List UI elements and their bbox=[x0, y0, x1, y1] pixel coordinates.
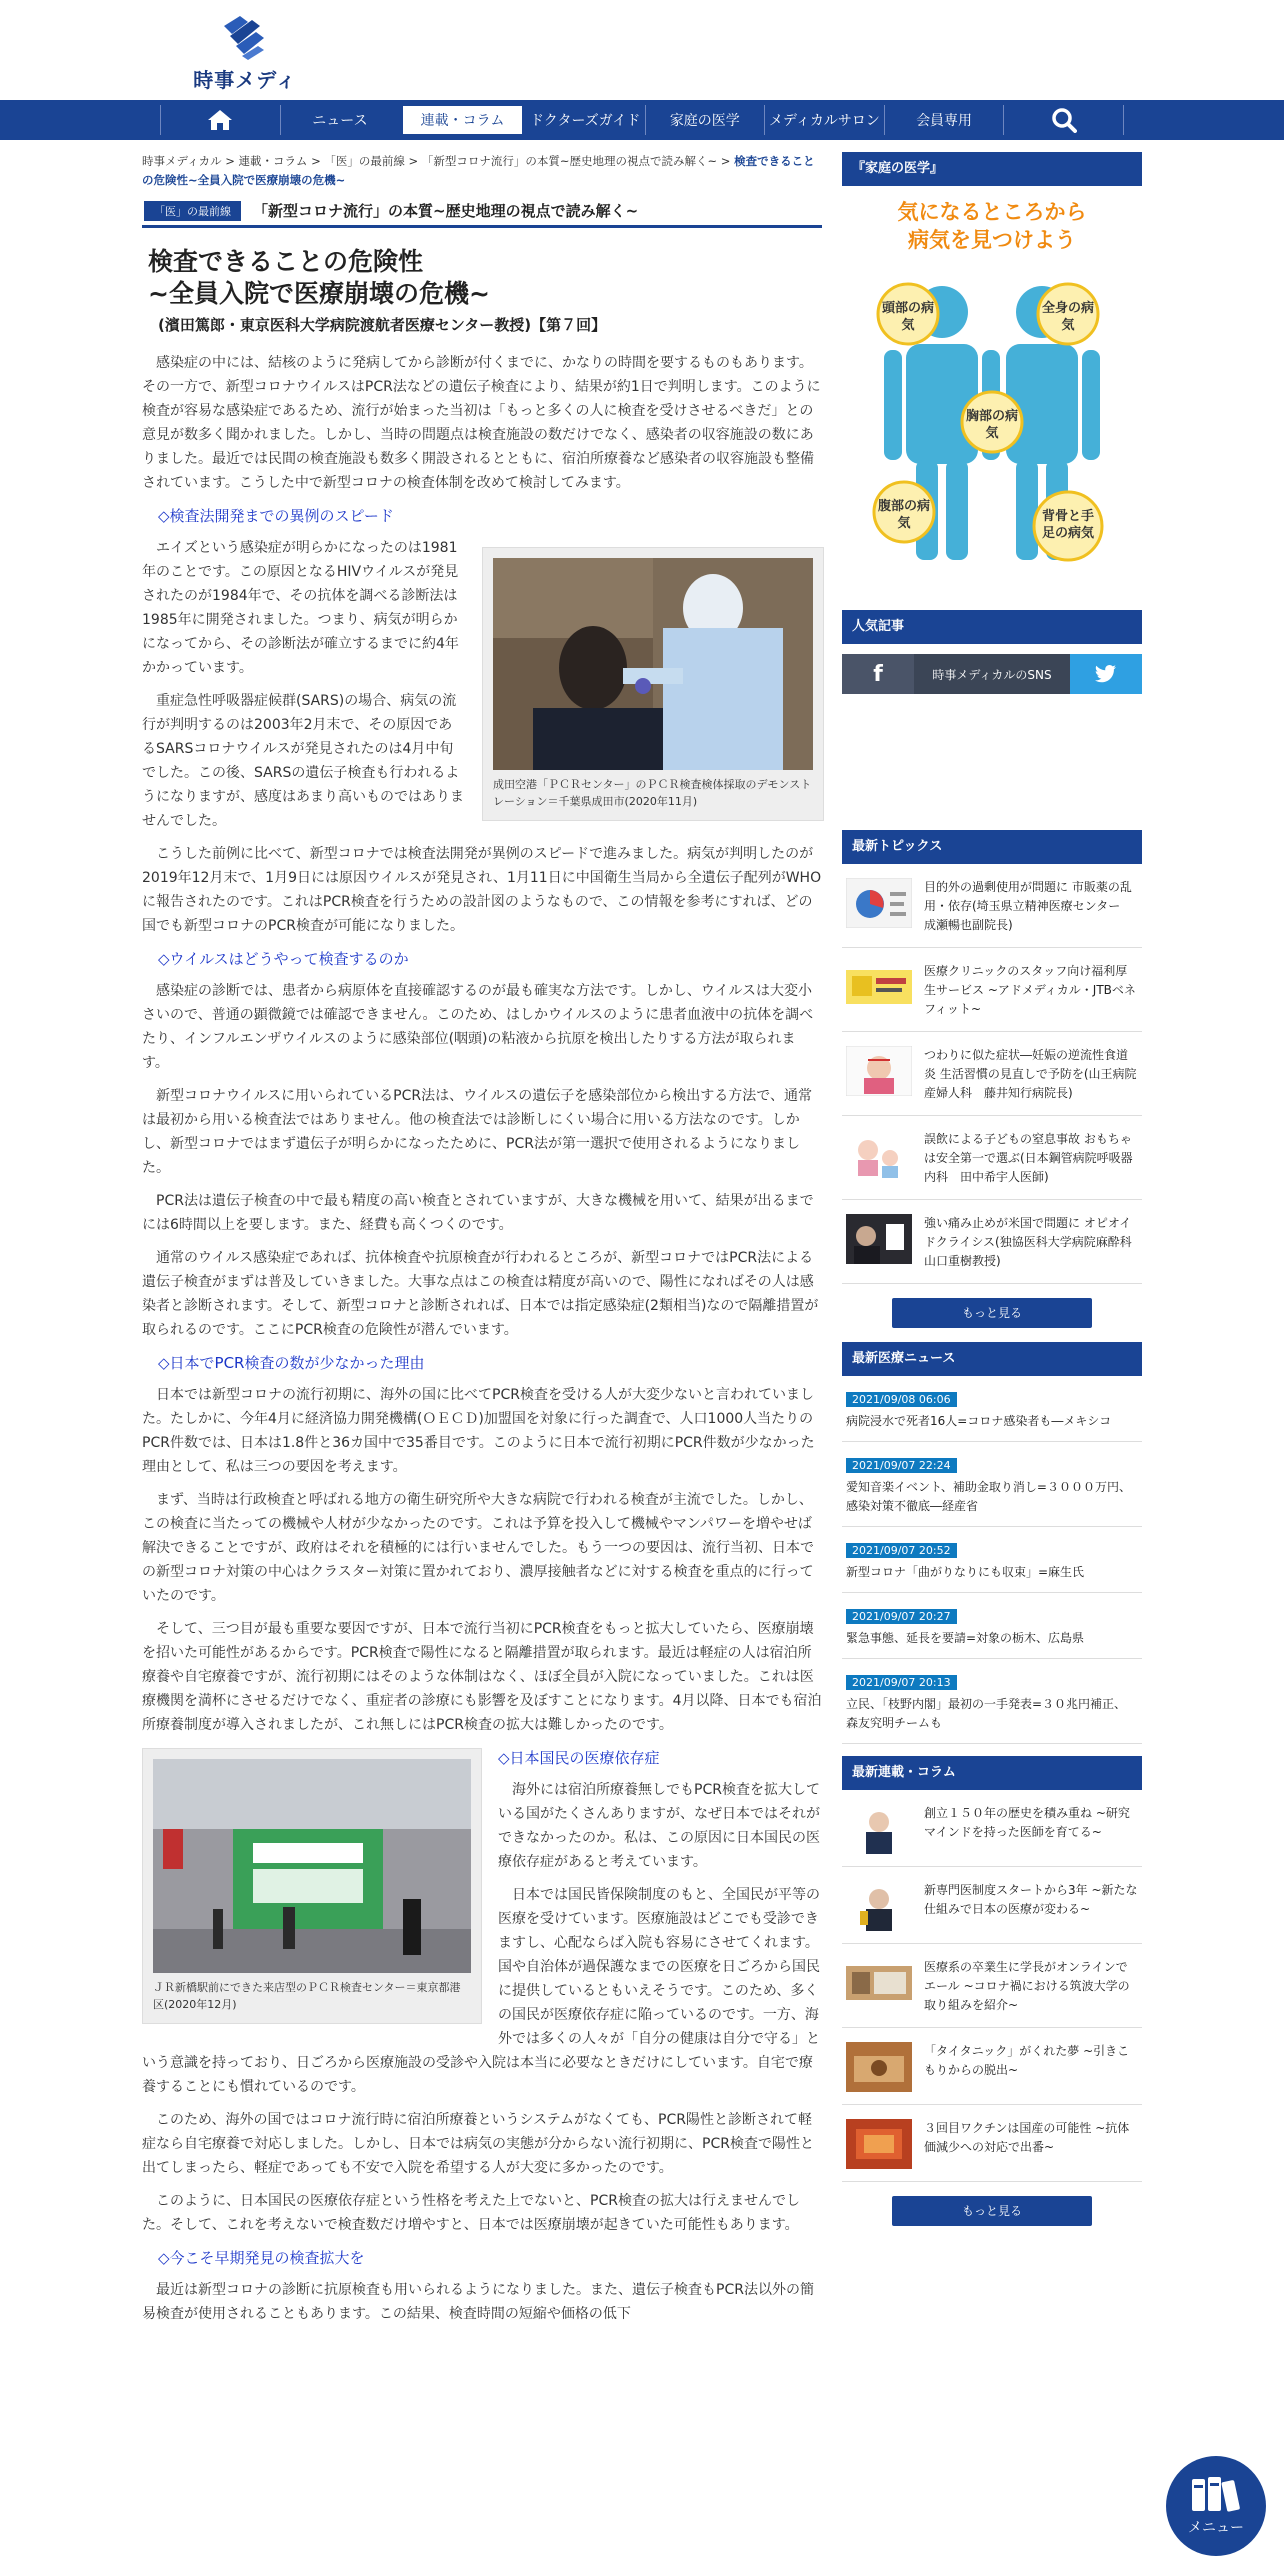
serial-thumbnail bbox=[846, 1804, 912, 1854]
sidebar bbox=[842, 152, 1142, 2240]
article-paragraph: エイズという感染症が明らかになったのは1981年のことです。この原因となるHIVウイルスが発見されたのが1984年で、その抗体を調べる診断法は1985年に開発されました。つまり、病気が明らかになってから、その診断法が確立するまでに約4年かかっています。 bbox=[142, 540, 459, 676]
news-date: 2021/09/07 20:13 bbox=[846, 1675, 957, 1690]
list-item[interactable] bbox=[842, 948, 1142, 1032]
article-paragraph: こうした前例に比べて、新型コロナでは検査法開発が異例のスピードで進みました。病気が判明したのが2019年12月末で、1月9日には原因ウイルスが発見され、1月11日に中国衛生当局から全遺伝子配列がWHOに報告されたのです。これはPCR検査を行うための設計図のようなもので、この情報を参考にすれば、どの国でも新型コロナのPCR検査が可能になりました。 bbox=[142, 846, 822, 934]
topic-title: つわりに似た症状―妊娠の逆流性食道炎 生活習慣の見直しで予防を(山王病院産婦人科 藤井知行病院長) bbox=[924, 1048, 1137, 1100]
popular-header: 人気記事 bbox=[842, 610, 1142, 644]
topic-thumbnail bbox=[846, 1046, 912, 1096]
global-nav bbox=[0, 100, 1284, 140]
news-title: 病院浸水で死者16人=コロナ感染者も―メキシコ bbox=[846, 1414, 1112, 1428]
series-tag[interactable]: 「医」の最前線 bbox=[144, 201, 241, 221]
section-heading: ◇ウイルスはどうやって検査するのか bbox=[158, 950, 409, 968]
breadcrumb-current: 検査できることの危険性~全員入院で医療崩壊の危機~ bbox=[142, 154, 815, 187]
article-paragraph: 新型コロナウイルスに用いられているPCR法は、ウイルスの遺伝子を感染部位から検出する方法で、通常は最初から用いる検査法ではありません。他の検査法では診断しにくい場合に用いる方法なのです。しかし、新型コロナではまず遺伝子が明らかになったために、PCR法が第一選択で使用されるようになりました。 bbox=[142, 1088, 812, 1176]
news-header: 最新医療ニュース bbox=[842, 1342, 1142, 1376]
news-title: 立民、「枝野内閣」最初の一手発表=３０兆円補正、森友究明チームも bbox=[846, 1697, 1127, 1730]
list-item[interactable] bbox=[842, 1032, 1142, 1116]
katei-header: 『家庭の医学』 bbox=[842, 152, 1142, 186]
breadcrumb-link[interactable]: 「医」の最前線 bbox=[324, 154, 405, 168]
list-item[interactable] bbox=[842, 1116, 1142, 1200]
topic-title: 目的外の過剰使用が問題に 市販薬の乱用・依存(埼玉県立精神医療センター 成瀬暢也副院長) bbox=[924, 880, 1133, 932]
nav-medical-salon[interactable]: メディカルサロン bbox=[764, 105, 884, 135]
article-paragraph: まず、当時は行政検査と呼ばれる地方の衛生研究所や大きな病院で行われる検査が主流でした。しかし、この検査に当たっての機械や人材が少なかったのです。これは予算を投入して機械やマンパワーを増やせば解決できることですが、政府はそれを積極的には行いませんでした。もう一つの要因は、流行当初、日本での新型コロナ対策の中心はクラスター対策に置かれており、濃厚接触者などに対する検査を重点的に行っていたのです。 bbox=[142, 1492, 814, 1604]
home-icon bbox=[207, 109, 233, 131]
breadcrumb: 時事メディカル > 連載・コラム > 「医」の最前線 > 「新型コロナ流行」の本質~歴史地理の視点で読み解く~ > 検査できることの危険性~全員入院で医療崩壊の危機~ bbox=[142, 154, 815, 187]
list-item[interactable] bbox=[842, 1376, 1142, 1442]
list-item[interactable] bbox=[842, 1790, 1142, 1867]
figure-shinbashi-pcr bbox=[142, 1748, 482, 2024]
section-heading: ◇検査法開発までの異例のスピード bbox=[158, 507, 394, 525]
nav-doctors-guide[interactable]: ドクターズガイド bbox=[530, 113, 641, 129]
serial-title: 医療系の卒業生に学長がオンラインでエール ~コロナ禍における筑波大学の取り組みを紹介~ bbox=[924, 1960, 1130, 2012]
katei-label-abdomen: 腹部の病気 bbox=[878, 499, 931, 531]
list-item[interactable] bbox=[842, 1659, 1142, 1744]
nav-news[interactable]: ニュース bbox=[280, 105, 400, 135]
news-date: 2021/09/07 20:27 bbox=[846, 1609, 957, 1624]
serial-title: ３回目ワクチンは国産の可能性 ~抗体価減少への対応で出番~ bbox=[924, 2121, 1130, 2154]
breadcrumb-link[interactable]: 連載・コラム bbox=[238, 154, 308, 168]
topic-thumbnail bbox=[846, 1130, 912, 1180]
series-header bbox=[142, 200, 822, 228]
katei-banner[interactable] bbox=[842, 198, 1142, 598]
topics-more-button[interactable]: もっと見る bbox=[892, 1298, 1092, 1328]
series-title[interactable]: 「新型コロナ流行」の本質~歴史地理の視点で読み解く~ bbox=[253, 202, 639, 220]
menu-label: メニュー bbox=[1188, 2520, 1244, 2536]
news-date: 2021/09/07 20:52 bbox=[846, 1543, 957, 1558]
katei-label-body: 全身の病気 bbox=[1042, 301, 1095, 333]
figure-caption: ＪＲ新橋駅前にできた来店型のＰＣＲ検査センター＝東京都港区(2020年12月) bbox=[153, 1981, 461, 2011]
article-body bbox=[142, 351, 822, 2326]
news-list bbox=[842, 1376, 1142, 1744]
news-date: 2021/09/07 22:24 bbox=[846, 1458, 957, 1473]
site-header bbox=[0, 0, 1284, 100]
article-paragraph: 最近は新型コロナの診断に抗原検査も用いられるようになりました。また、遺伝子検査もPCR法以外の簡易検査が使用されることもあります。この結果、検査時間の短縮や価格の低下 bbox=[142, 2282, 814, 2322]
article-paragraph: そして、三つ目が最も重要な要因ですが、日本で流行当初にPCR検査をもっと拡大していたら、医療崩壊を招いた可能性があるからです。PCR検査で陽性になると隔離措置が取られます。最近は軽症の人は宿泊所療養や自宅療養ですが、流行初期にはそのような体制はなく、ほぼ全員が入院になっていました。これは医療機関を満杯にさせるだけでなく、重症者の診療にも影響を及ぼすことになります。4月以降、日本でも宿泊所療養制度が導入されましたが、これ無しにはPCR検査の拡大は難しかったのです。 bbox=[142, 1621, 822, 1733]
list-item[interactable] bbox=[842, 2105, 1142, 2182]
article-paragraph: PCR法は遺伝子検査の中で最も精度の高い検査とされていますが、大きな機械を用いて、結果が出るまでには6時間以上を要します。また、経費も高くつくのです。 bbox=[142, 1193, 814, 1233]
topic-title: 強い痛み止めが米国で問題に オピオイドクライシス(独協医科大学病院麻酔科 山口重樹教授) bbox=[924, 1216, 1144, 1268]
nav-members[interactable]: 会員専用 bbox=[884, 105, 1004, 135]
news-title: 愛知音楽イベント、補助金取り消し=３０００万円、感染対策不徹底―経産省 bbox=[846, 1480, 1131, 1513]
nav-column[interactable]: 連載・コラム bbox=[403, 106, 522, 134]
katei-label-chest: 胸部の病気 bbox=[966, 409, 1019, 441]
news-date: 2021/09/08 06:06 bbox=[846, 1392, 957, 1407]
serial-title: 創立１５０年の歴史を積み重ね ~研究マインドを持った医師を育てる~ bbox=[924, 1806, 1130, 1839]
serial-title: 新専門医制度スタートから3年 ~新たな仕組みで日本の医療が変わる~ bbox=[924, 1883, 1138, 1916]
section-heading: ◇今こそ早期発見の検査拡大を bbox=[158, 2249, 365, 2267]
article-title-sub: ~全員入院で医療崩壊の危機~ bbox=[148, 279, 490, 308]
nav-search[interactable] bbox=[1003, 105, 1124, 135]
photo-pcr-demonstration bbox=[493, 558, 813, 770]
topic-title: 誤飲による子どもの窒息事故 おもちゃは安全第一で選ぶ(日本鋼管病院呼吸器内科 田中希宇人医師) bbox=[924, 1132, 1133, 1184]
topic-thumbnail bbox=[846, 1214, 912, 1264]
serial-thumbnail bbox=[846, 1958, 912, 2008]
article-paragraph: 感染症の診断では、患者から病原体を直接確認するのが最も確実な方法です。しかし、ウイルスは大変小さいので、普通の顕微鏡では確認できません。このため、はしかウイルスのように患者血液中の抗体を調べたり、インフルエンザウイルスのように感染部位(咽頭)の粘液から抗原を検出したりする方法が取られます。 bbox=[142, 983, 814, 1071]
article-title bbox=[148, 246, 822, 310]
article-paragraph: 日本では新型コロナの流行初期に、海外の国に比べてPCR検査を受ける人が大変少ないと言われていました。たしかに、今年4月に経済協力開発機構(ＯＥＣＤ)加盟国を対象に行った調査で、人口1000人当たりのPCR件数では、日本は1.8件と36カ国中で35番目です。このように日本で流行初期にPCR件数が少なかった理由として、私は三つの要因を考えます。 bbox=[142, 1387, 815, 1475]
news-title: 新型コロナ「曲がりなりにも収束」=麻生氏 bbox=[846, 1565, 1085, 1579]
list-item[interactable] bbox=[842, 1527, 1142, 1593]
list-item[interactable] bbox=[842, 1593, 1142, 1659]
article-paragraph: 感染症の中には、結核のように発病してから診断が付くまでに、かなりの時間を要するものもあります。その一方で、新型コロナウイルスはPCR法などの遺伝子検査により、結果が約1日で判明します。このように検査が容易な感染症であるため、流行が始まった当初は「もっと多くの人に検査を受けさせるべきだ」との意見が数多く聞かれました。しかし、当時の問題点は検査施設の数だけでなく、感染者の収容施設の数にありました。最近では民間の検査施設も数多く開設されるとともに、宿泊所療養など感染者の収容施設も整備されています。こうした中で新型コロナの検査体制を改めて検討してみます。 bbox=[142, 355, 821, 491]
search-icon bbox=[1051, 107, 1077, 133]
breadcrumb-link[interactable]: 「新型コロナ流行」の本質~歴史地理の視点で読み解く~ bbox=[421, 154, 718, 168]
serial-more-button[interactable]: もっと見る bbox=[892, 2196, 1092, 2226]
serial-header: 最新連載・コラム bbox=[842, 1756, 1142, 1790]
nav-home-medicine[interactable]: 家庭の医学 bbox=[645, 105, 765, 135]
katei-label-back: 背骨と手足の病気 bbox=[1041, 509, 1094, 541]
books-icon bbox=[1190, 2475, 1242, 2513]
list-item[interactable] bbox=[842, 864, 1142, 948]
photo-pcr-center bbox=[153, 1759, 471, 1973]
katei-label-head: 頭部の病気 bbox=[882, 301, 935, 333]
katei-title-line2: 病気を見つけよう bbox=[908, 228, 1076, 252]
serial-thumbnail bbox=[846, 2119, 912, 2169]
main-content bbox=[142, 152, 822, 2335]
breadcrumb-link[interactable]: 時事メディカル bbox=[142, 154, 222, 168]
topic-thumbnail bbox=[846, 878, 912, 928]
article-paragraph: 重症急性呼吸器症候群(SARS)の場合、病気の流行が判明するのは2003年2月末で、その原因であるSARSコロナウイルスが発見されたのは4月中旬でした。この後、SARSの遺伝子検査も行われるようになりますが、感度はあまり高いものではありませんでした。 bbox=[142, 693, 464, 829]
facebook-icon[interactable]: f bbox=[842, 654, 914, 694]
article-paragraph: 通常のウイルス感染症であれば、抗体検査や抗原検査が行われるところが、新型コロナではPCR法による遺伝子検査がまずは普及していきました。大事な点はこの検査は精度が高いので、陽性になればその人は感染者と診断されます。そして、新型コロナと診断されれば、日本では指定感染症(2類相当)なので隔離措置が取られるのです。ここにPCR検査の危険性が潜んでいます。 bbox=[142, 1250, 819, 1338]
list-item[interactable] bbox=[842, 2028, 1142, 2105]
menu-button[interactable] bbox=[1166, 2456, 1266, 2556]
serial-thumbnail bbox=[846, 1881, 912, 1931]
news-title: 緊急事態、延長を要請=対象の栃木、広島県 bbox=[846, 1631, 1085, 1645]
topics-list bbox=[842, 864, 1142, 1284]
katei-title-line1: 気になるところから bbox=[897, 200, 1087, 224]
list-item[interactable] bbox=[842, 1442, 1142, 1527]
serial-list bbox=[842, 1790, 1142, 2182]
nav-home[interactable] bbox=[160, 105, 280, 135]
site-logo[interactable] bbox=[190, 14, 300, 92]
article-paragraph: このため、海外の国ではコロナ流行時に宿泊所療養というシステムがなくても、PCR陽性と診断されて軽症なら自宅療養で対応しました。しかし、日本では病気の実態が分からない流行初期に、PCR検査で陽性と出てしまったら、軽症であっても不安で入院を希望する人が大変に多かったのです。 bbox=[142, 2112, 814, 2176]
section-heading: ◇日本でPCR検査の数が少なかった理由 bbox=[158, 1354, 425, 1372]
figure-caption: 成田空港「ＰＣＲセンター」のＰＣＲ検査検体採取のデモンストレーション＝千葉県成田市(2020年11月) bbox=[493, 778, 812, 808]
sns-bar bbox=[842, 654, 1142, 694]
twitter-icon[interactable] bbox=[1070, 654, 1142, 694]
topics-header: 最新トピックス bbox=[842, 830, 1142, 864]
serial-thumbnail bbox=[846, 2042, 912, 2092]
sns-label: 時事メディカルのSNS bbox=[932, 667, 1052, 682]
logo-text: 時事メディ bbox=[193, 68, 297, 92]
topic-thumbnail bbox=[846, 962, 912, 1012]
topic-title: 医療クリニックのスタッフ向け福利厚生サービス ~アドメディカル・JTBベネフィット~ bbox=[924, 964, 1136, 1016]
section-heading: ◇日本国民の医療依存症 bbox=[498, 1749, 660, 1767]
article-title-main: 検査できることの危険性 bbox=[148, 247, 424, 276]
list-item[interactable] bbox=[842, 1944, 1142, 2028]
list-item[interactable] bbox=[842, 1200, 1142, 1284]
logo-mark-icon bbox=[218, 14, 268, 62]
article-paragraph: 海外には宿泊所療養無しでもPCR検査を拡大している国がたくさんありますが、なぜ日本ではそれができなかったのか。私は、この原因に日本国民の医療依存症があると考えています。 bbox=[498, 1782, 820, 1870]
article-paragraph: このように、日本国民の医療依存症という性格を考えた上でないと、PCR検査の拡大は行えませんでした。そして、これを考えないで検査数だけ増やすと、日本では医療崩壊が起きていた可能性もあります。 bbox=[142, 2193, 800, 2233]
serial-title: 「タイタニック」がくれた夢 ~引きこもりからの脱出~ bbox=[924, 2044, 1130, 2077]
article-author: (濱田篤郎・東京医科大学病院渡航者医療センター教授)【第７回】 bbox=[158, 316, 607, 334]
figure-narita-pcr bbox=[482, 547, 824, 821]
list-item[interactable] bbox=[842, 1867, 1142, 1944]
article-paragraph: 日本では国民皆保険制度のもと、全国民が平等の医療を受けています。医療施設はどこでも受診できますし、心配ならば入院も容易にさせてくれます。国や自治体が過保護なまでの医療を日ごろから国民に提供しているともいえそうです。このため、多くの国民が医療依存症に陥っているのです。一方、海外では多くの人々が「自分の健康は自分で守る」という意識を持っており、日ごろから医療施設の受診や入院は本当に必要なときだけにしています。自宅で療養することにも慣れているのです。 bbox=[142, 1887, 820, 2095]
